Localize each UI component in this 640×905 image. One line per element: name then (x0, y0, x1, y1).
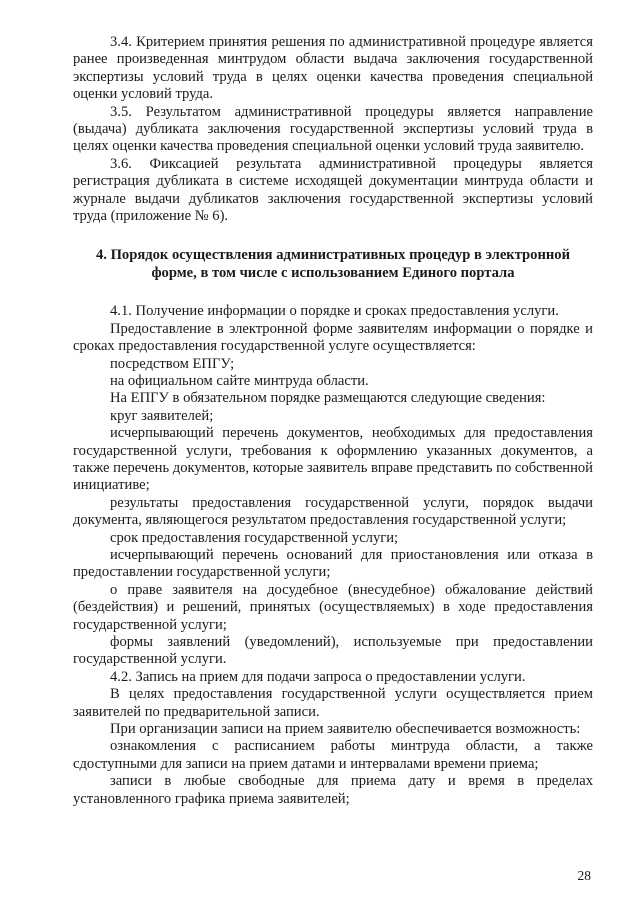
paragraph-3-4: 3.4. Критерием принятия решения по административной процедуре является ранее произведенная минтрудом области выдача заключения государственной экспертизы условий труда в целях оценки качества проведения специальной оценки условий труда. (73, 34, 593, 103)
list-item: посредством ЕПГУ; (110, 355, 235, 372)
list-item: исчерпывающий перечень документов, необходимых для предоставления государственной услуги, требования к оформлению указанных документов, а также перечень документов, которые заявитель вправе представить по собственной инициативе; (73, 425, 593, 494)
list-item: результаты предоставления государственной услуги, порядок выдачи документа, являющегося результатом предоставления государственной услуги; (73, 494, 593, 529)
list-item: записи в любые свободные для приема дату и время в пределах установленного графика приема заявителей; (73, 773, 593, 807)
list-item: исчерпывающий перечень оснований для приостановления или отказа в предоставлении государственной услуги; (73, 546, 593, 581)
top-paragraphs (73, 34, 593, 225)
paragraph-4-1: 4.1. Получение информации о порядке и сроках предоставления услуги. (110, 303, 559, 320)
list-item: формы заявлений (уведомлений), используемые при предоставлении государственной услуги. (73, 634, 593, 668)
list-item: о праве заявителя на досудебное (внесудебное) обжалование действий (бездействия) и решений, принятых (осуществляемых) в ходе предоставления государственной услуги; (73, 581, 593, 633)
paragraph: Предоставление в электронной форме заявителям информации о порядке и сроках предоставления государственной услуге осуществляется: (73, 320, 593, 355)
list-item: круг заявителей; (110, 407, 214, 424)
list-item: ознакомления с расписанием работы минтруда области, а также сдоступными для записи на прием датами и интервалами времени приема; (73, 738, 593, 772)
page-number: 28 (577, 868, 591, 883)
bottom-paragraphs (73, 303, 593, 808)
paragraph-3-6: 3.6. Фиксацией результата административной процедуры является регистрация дубликата в системе исходящей документации минтруда области и журнале выдачи дубликатов заключения государственной экспертизы условий труда (приложение № 6). (73, 155, 593, 225)
section-heading: 4. Порядок осуществления административных процедур в электронной форме, в том числе с использованием Единого портала (95, 247, 570, 281)
paragraph: В целях предоставления государственной услуги осуществляется прием заявителей по предварительной записи. (73, 686, 593, 720)
list-item: срок предоставления государственной услуги; (110, 529, 399, 546)
paragraph-3-5: 3.5. Результатом административной процедуры является направление (выдача) дубликата заключения государственной экспертизы условий труда в целях оценки качества проведения специальной оценки условий труда заявителю. (73, 103, 593, 155)
paragraph: При организации записи на прием заявителю обеспечивается возможность: (110, 721, 581, 738)
list-item: на официальном сайте минтруда области. (110, 372, 369, 389)
paragraph: На ЕПГУ в обязательном порядке размещаются следующие сведения: (110, 390, 546, 407)
paragraph-4-2: 4.2. Запись на прием для подачи запроса о предоставлении услуги. (110, 668, 526, 685)
